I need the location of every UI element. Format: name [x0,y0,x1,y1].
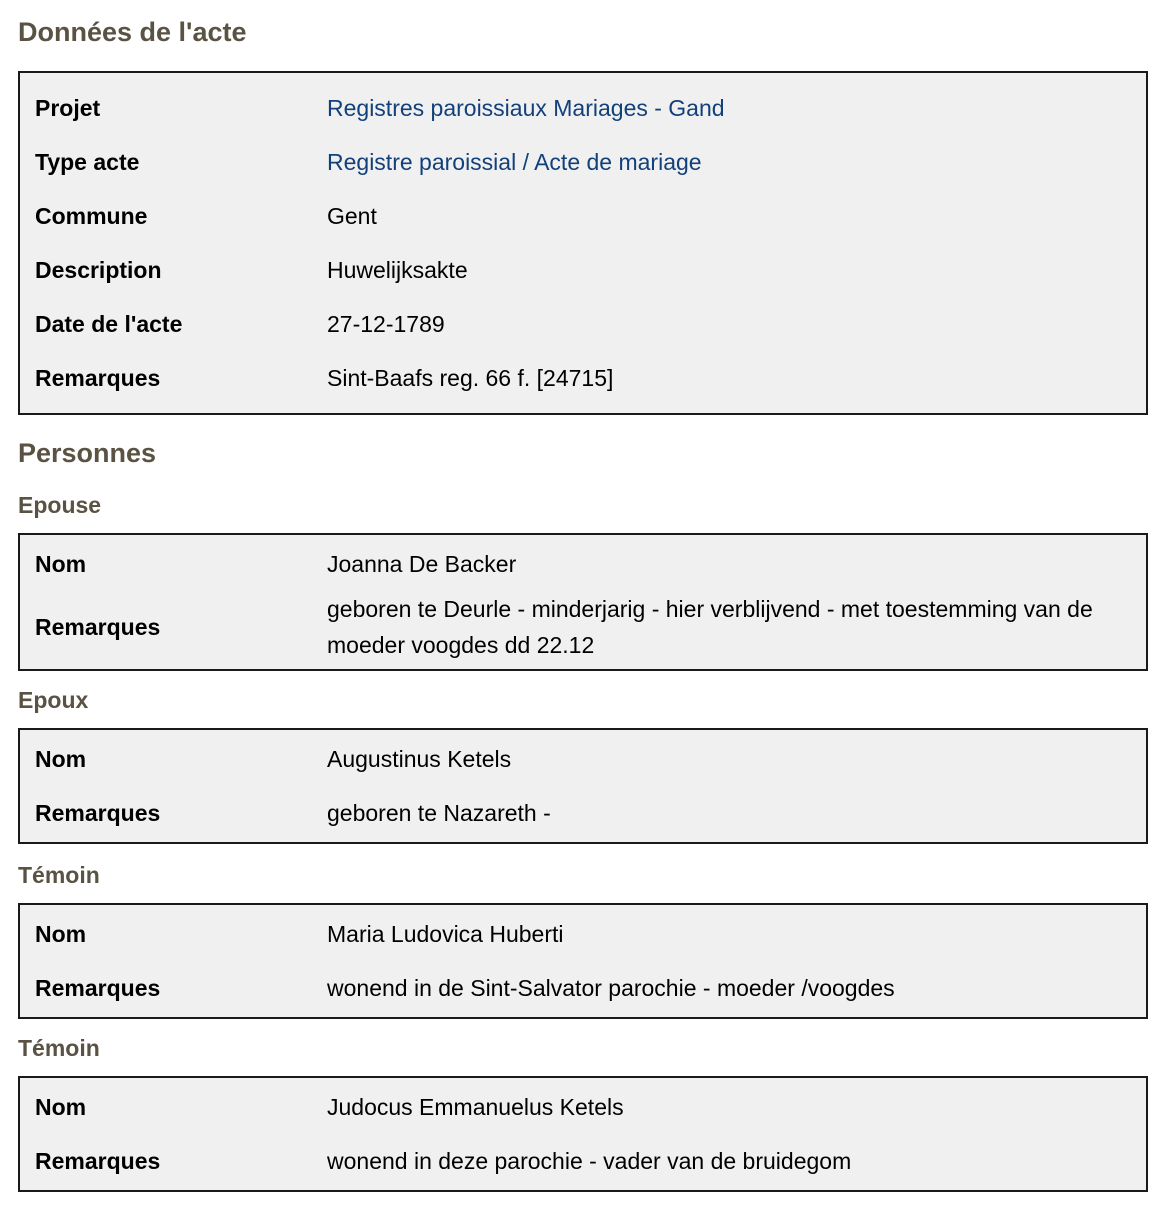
row-value: Huwelijksakte [327,257,468,283]
person-box [18,903,1148,1019]
person-row-remarques [35,786,1132,840]
person-row-nom [35,1080,1132,1134]
person-row-remarques [35,591,1132,663]
acte-row-type [35,135,1132,189]
row-value: Gent [327,203,377,229]
acte-heading: Données de l'acte [18,17,247,47]
person-box [18,1076,1148,1192]
row-value: Maria Ludovica Huberti [327,921,564,947]
row-value: 27-12-1789 [327,311,445,337]
person-role-heading: Epouse [18,492,102,518]
acte-row-projet [35,81,1132,135]
row-label: Remarques [35,799,161,826]
row-value: wonend in deze parochie - vader van de bruidegom [327,1148,852,1174]
row-label: Projet [35,94,101,121]
person-box [18,728,1148,844]
person-role-heading: Epoux [18,687,89,713]
row-label: Remarques [35,974,161,1001]
acte-row-commune [35,189,1132,243]
type-acte-link[interactable]: Registre paroissial / Acte de mariage [327,149,702,175]
row-label: Nom [35,550,87,577]
person-row-remarques [35,961,1132,1015]
acte-row-description [35,243,1132,297]
row-label: Remarques [35,1147,161,1174]
row-label: Type acte [35,148,140,175]
person-row-nom [35,732,1132,786]
acte-row-date [35,297,1132,351]
person-row-nom [35,907,1132,961]
person-role-heading: Témoin [18,1035,100,1061]
row-value: geboren te Nazareth - [327,800,551,826]
row-value: Augustinus Ketels [327,746,512,772]
person-box [18,533,1148,671]
row-value: wonend in de Sint-Salvator parochie - moeder /voogdes [327,975,895,1001]
row-label: Remarques [35,613,161,640]
row-label: Date de l'acte [35,310,183,337]
row-label: Remarques [35,364,161,391]
row-label: Nom [35,1093,87,1120]
row-label: Nom [35,920,87,947]
personnes-heading: Personnes [18,438,157,468]
row-label: Commune [35,202,148,229]
projet-link[interactable]: Registres paroissiaux Mariages - Gand [327,95,725,121]
row-value: Sint-Baafs reg. 66 f. [24715] [327,365,614,391]
acte-row-remarques [35,351,1132,405]
person-role-heading: Témoin [18,862,100,888]
row-label: Description [35,256,162,283]
row-value: Joanna De Backer [327,551,517,577]
row-label: Nom [35,745,87,772]
acte-details-box [18,71,1148,415]
person-row-nom [35,537,1132,591]
row-value: Judocus Emmanuelus Ketels [327,1094,624,1120]
row-value: geboren te Deurle - minderjarig - hier verblijvend - met toestemming van de moeder voogdes dd 22.12 [327,596,1093,658]
person-row-remarques [35,1134,1132,1188]
